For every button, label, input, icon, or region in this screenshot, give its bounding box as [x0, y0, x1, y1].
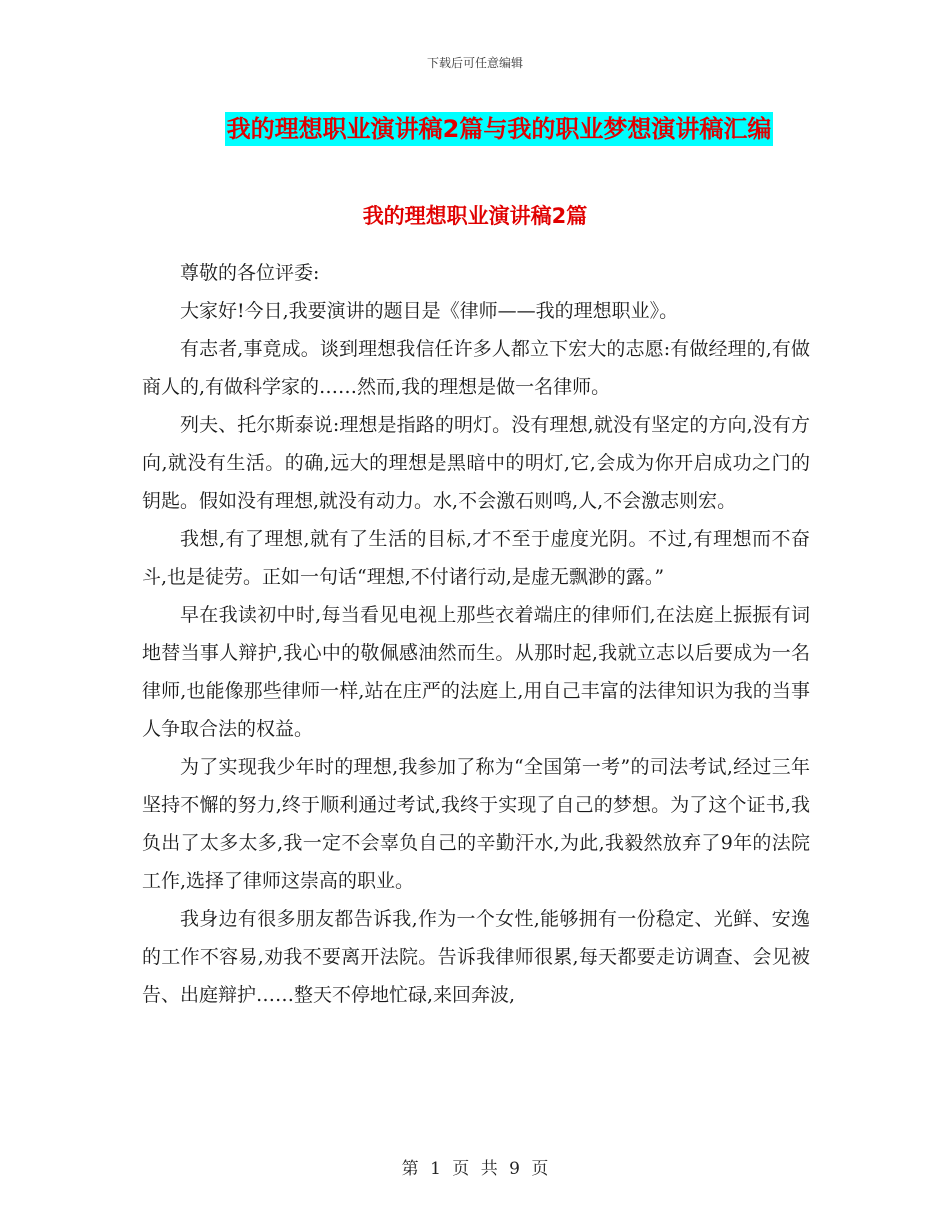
paragraph: 我想,有了理想,就有了生活的目标,才不至于虚度光阴。不过,有理想而不奋斗,也是徒劳。正如一句话“理想,不付诸行动,是虚无飘渺的露。” [142, 528, 810, 588]
sub-title: 我的理想职业演讲稿2篇 [362, 204, 588, 228]
page-footer: 第 1 页 共 9 页 [401, 1159, 549, 1179]
header-note: 下载后可任意编辑 [426, 56, 523, 70]
paragraph: 有志者,事竟成。谈到理想我信任许多人都立下宏大的志愿:有做经理的,有做商人的,有做科学家的……然而,我的理想是做一名律师。 [142, 338, 810, 398]
paragraph: 列夫、托尔斯泰说:理想是指路的明灯。没有理想,就没有坚定的方向,没有方向,就没有生活。的确,远大的理想是黑暗中的明灯,它,会成为你开启成功之门的钥匙。假如没有理想,就没有动力。水,不会激石则鸣,人,不会激志则宏。 [142, 414, 810, 512]
paragraph-salutation: 尊敬的各位评委: [180, 262, 320, 284]
paragraph: 为了实现我少年时的理想,我参加了称为“全国第一考”的司法考试,经过三年坚持不懈的努力,终于顺利通过考试,我终于实现了自己的梦想。为了这个证书,我负出了太多太多,我一定不会辜负自己的辛勤汗水,为此,我毅然放弃了9年的法院工作,选择了律师这崇高的职业。 [142, 756, 810, 892]
main-title: 我的理想职业演讲稿2篇与我的职业梦想演讲稿汇编 [225, 112, 774, 146]
main-title-container [0, 112, 950, 146]
paragraph: 大家好!今日,我要演讲的题目是《律师——我的理想职业》。 [180, 300, 679, 322]
paragraph: 早在我读初中时,每当看见电视上那些衣着端庄的律师们,在法庭上振振有词地替当事人辩护,我心中的敬佩感油然而生。从那时起,我就立志以后要成为一名律师,也能像那些律师一样,站在庄严的法庭上,用自己丰富的法律知识为我的当事人争取合法的权益。 [142, 604, 810, 740]
document-body [142, 254, 810, 1014]
paragraph: 我身边有很多朋友都告诉我,作为一个女性,能够拥有一份稳定、光鲜、安逸的工作不容易,劝我不要离开法院。告诉我律师很累,每天都要走访调查、会见被告、出庭辩护……整天不停地忙碌,来回奔波, [142, 908, 810, 1006]
